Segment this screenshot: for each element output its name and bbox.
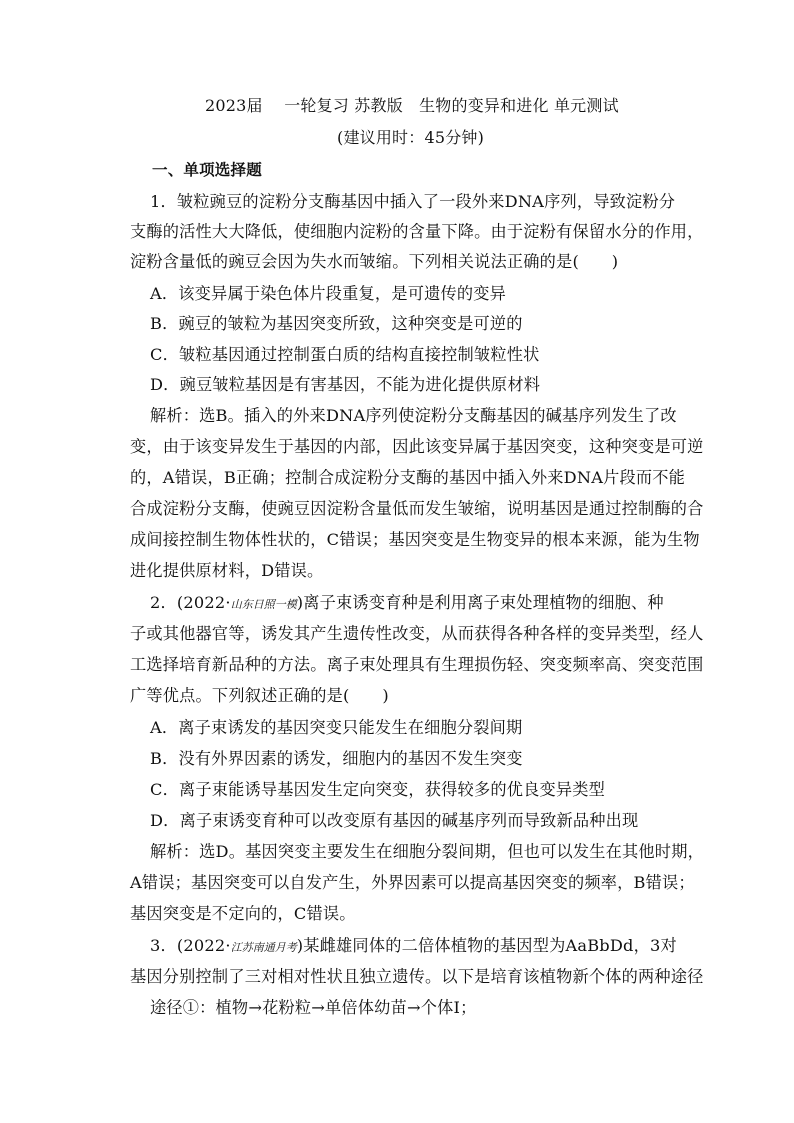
q2-analysis-line-2: A错误；基因突变可以自发产生，外界因素可以提高基因突变的频率，B错误； (130, 873, 695, 892)
q1-analysis-line-2: 变，由于该变异发生于基因的内部，因此该变异属于基因突变，这种突变是可逆 (130, 437, 704, 456)
q2-analysis-line-1: 解析：选D。基因突变主要发生在细胞分裂间期，但也可以发生在其他时期， (150, 842, 704, 861)
q1-option-d: D．豌豆皱粒基因是有害基因，不能为进化提供原材料 (150, 375, 541, 394)
q2-option-c: C．离子束能诱导基因发生定向突变，获得较多的优良变异类型 (150, 780, 606, 799)
q3-stem-line-1 (150, 936, 677, 958)
q2-option-a: A．离子束诱发的基因突变只能发生在细胞分裂间期 (150, 718, 523, 737)
q1-analysis-line-5: 成间接控制生物体性状的，C错误；基因突变是生物变异的根本来源，能为生物 (130, 530, 700, 549)
q1-analysis-line-4: 合成淀粉分支酶，使豌豆因淀粉含量低而发生皱缩，说明基因是通过控制酶的合 (130, 499, 704, 518)
q3-source: 江苏南通月考 (230, 941, 297, 954)
q2-stem-line-1 (150, 593, 664, 615)
q1-option-a: A．该变异属于染色体片段重复，是可遗传的变异 (150, 284, 507, 303)
q1-analysis-line-1: 解析：选B。插入的外来DNA序列使淀粉分支酶基因的碱基序列发生了改 (150, 406, 677, 425)
q3-stem-line-2: 基因分别控制了三对相对性状且独立遗传。以下是培育该植物新个体的两种途径 (130, 967, 704, 986)
q2-analysis-line-3: 基因突变是不定向的，C错误。 (130, 904, 356, 923)
q1-stem-line-1: 1．皱粒豌豆的淀粉分支酶基因中插入了一段外来DNA序列，导致淀粉分 (150, 192, 676, 211)
q2-stem-line-2: 子或其他器官等，诱发其产生遗传性改变，从而获得各种各样的变异类型，经人 (130, 624, 704, 643)
q3-number: 3．(2022· (150, 936, 231, 955)
q2-stem-line-4: 广等优点。下列叙述正确的是( ) (130, 686, 389, 705)
q3-stem-line-1-rest: )某雌雄同体的二倍体植物的基因型为AaBbDd，3对 (296, 936, 677, 955)
q2-stem-line-1-rest: )离子束诱变育种是利用离子束处理植物的细胞、种 (296, 593, 664, 612)
q1-stem-line-2: 支酶的活性大大降低，使细胞内淀粉的含量下降。由于淀粉有保留水分的作用， (130, 222, 704, 241)
q3-stem-line-3: 途径①：植物→花粉粒→单倍体幼苗→个体Ⅰ； (150, 998, 477, 1017)
q1-analysis-line-3: 的，A错误，B正确；控制合成淀粉分支酶的基因中插入外来DNA片段而不能 (130, 468, 686, 487)
q2-option-b: B．没有外界因素的诱发，细胞内的基因不发生突变 (150, 749, 523, 768)
section-heading: 一、单项选择题 (152, 160, 262, 179)
q2-stem-line-3: 工选择培育新品种的方法。离子束处理具有生理损伤轻、突变频率高、突变范围 (130, 655, 704, 674)
document-title: 2023届 一轮复习 苏教版 生物的变异和进化 单元测试 (205, 96, 619, 115)
q1-option-c: C．皱粒基因通过控制蛋白质的结构直接控制皱粒性状 (150, 345, 540, 364)
q2-number: 2．(2022· (150, 593, 231, 612)
q1-stem-line-3: 淀粉含量低的豌豆会因为失水而皱缩。下列相关说法正确的是( ) (130, 252, 619, 271)
q1-analysis-line-6: 进化提供原材料，D错误。 (130, 561, 324, 580)
q1-option-b: B．豌豆的皱粒为基因突变所致，这种突变是可逆的 (150, 314, 523, 333)
q2-source: 山东日照一模 (230, 598, 297, 611)
q2-option-d: D．离子束诱变育种可以改变原有基因的碱基序列而导致新品种出现 (150, 811, 639, 830)
document-subtitle: (建议用时：45分钟) (337, 128, 485, 147)
